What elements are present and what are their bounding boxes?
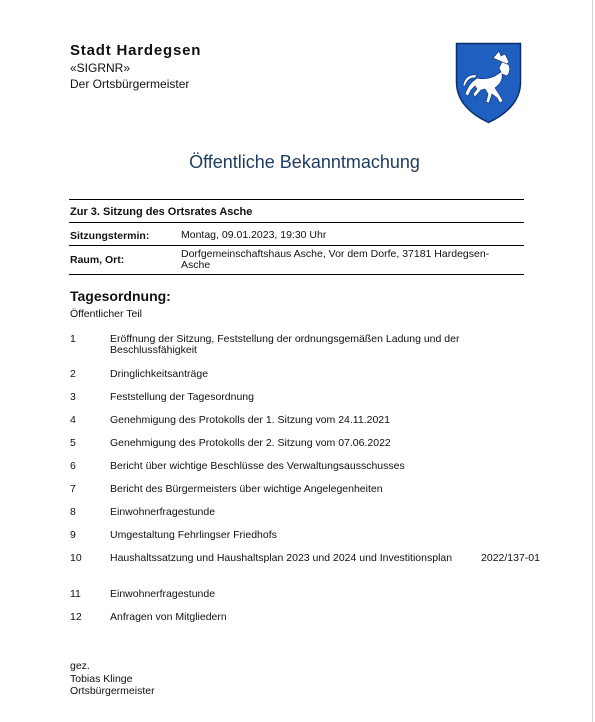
divider [69, 245, 524, 246]
agenda-item-text: Einwohnerfragestunde [110, 506, 216, 518]
document-title: Öffentliche Bekanntmachung [189, 152, 420, 172]
signature-placeholder: «SIGRNR» [70, 61, 131, 75]
agenda-item-number: 3 [70, 391, 76, 403]
agenda-item-text: Dringlichkeitsanträge [110, 368, 209, 380]
agenda-item-number: 5 [70, 437, 76, 449]
agenda-item-text: Bericht über wichtige Beschlüsse des Verwaltungsausschusses [110, 460, 405, 472]
agenda-item-reference: 2022/137-01 [481, 552, 540, 564]
agenda-item-number: 2 [70, 368, 76, 380]
agenda-item-number: 10 [70, 552, 82, 564]
divider [69, 274, 524, 275]
agenda-item-number: 11 [70, 588, 81, 600]
session-date-value: Montag, 09.01.2023, 19:30 Uhr [181, 229, 327, 241]
agenda-item-text: Umgestaltung Fehrlingser Friedhofs [110, 529, 277, 541]
agenda-item-number: 4 [70, 414, 76, 426]
session-date-label: Sitzungstermin: [70, 230, 150, 242]
signatory-role: Ortsbürgermeister [70, 685, 155, 697]
agenda-section-label: Öffentlicher Teil [70, 308, 142, 320]
issuer-role: Der Ortsbürgermeister [70, 77, 190, 91]
agenda-item-text: Feststellung der Tagesordnung [110, 391, 254, 403]
agenda-item-text: Anfragen von Mitgliedern [110, 611, 227, 623]
white-horse-coat-of-arms-icon [455, 42, 522, 124]
divider [69, 199, 524, 200]
agenda-item-text: Eröffnung der Sitzung, Feststellung der ordnungsgemäßen Ladung und der Beschlussfähigkeit [110, 333, 460, 356]
agenda-item-text: Bericht des Bürgermeisters über wichtige Angelegenheiten [110, 483, 383, 495]
signature-block [70, 660, 155, 698]
agenda-item-number: 8 [70, 506, 76, 518]
agenda-item-text: Genehmigung des Protokolls der 2. Sitzung vom 07.06.2022 [110, 437, 391, 449]
divider [69, 222, 524, 223]
agenda-item-number: 1 [70, 333, 76, 345]
signature-prefix: gez. [70, 660, 90, 672]
session-place-label: Raum, Ort: [70, 254, 125, 266]
agenda-item-text: Genehmigung des Protokolls der 1. Sitzung vom 24.11.2021 [110, 414, 390, 426]
session-place-value: Dorfgemeinschaftshaus Asche, Vor dem Dorfe, 37181 Hardegsen-Asche [181, 248, 490, 271]
agenda-item-number: 12 [70, 611, 82, 623]
agenda-item-number: 7 [70, 483, 76, 495]
agenda-heading: Tagesordnung: [70, 288, 171, 304]
organization-name: Stadt Hardegsen [70, 42, 202, 59]
agenda-item-text: Einwohnerfragestunde [110, 588, 216, 600]
agenda-item-number: 6 [70, 460, 76, 472]
session-title: Zur 3. Sitzung des Ortsrates Asche [70, 206, 253, 218]
agenda-item-text: Haushaltssatzung und Haushaltsplan 2023 und 2024 und Investitionsplan [110, 552, 453, 564]
signatory-name: Tobias Klinge [70, 672, 133, 685]
agenda-item-number: 9 [70, 529, 76, 541]
